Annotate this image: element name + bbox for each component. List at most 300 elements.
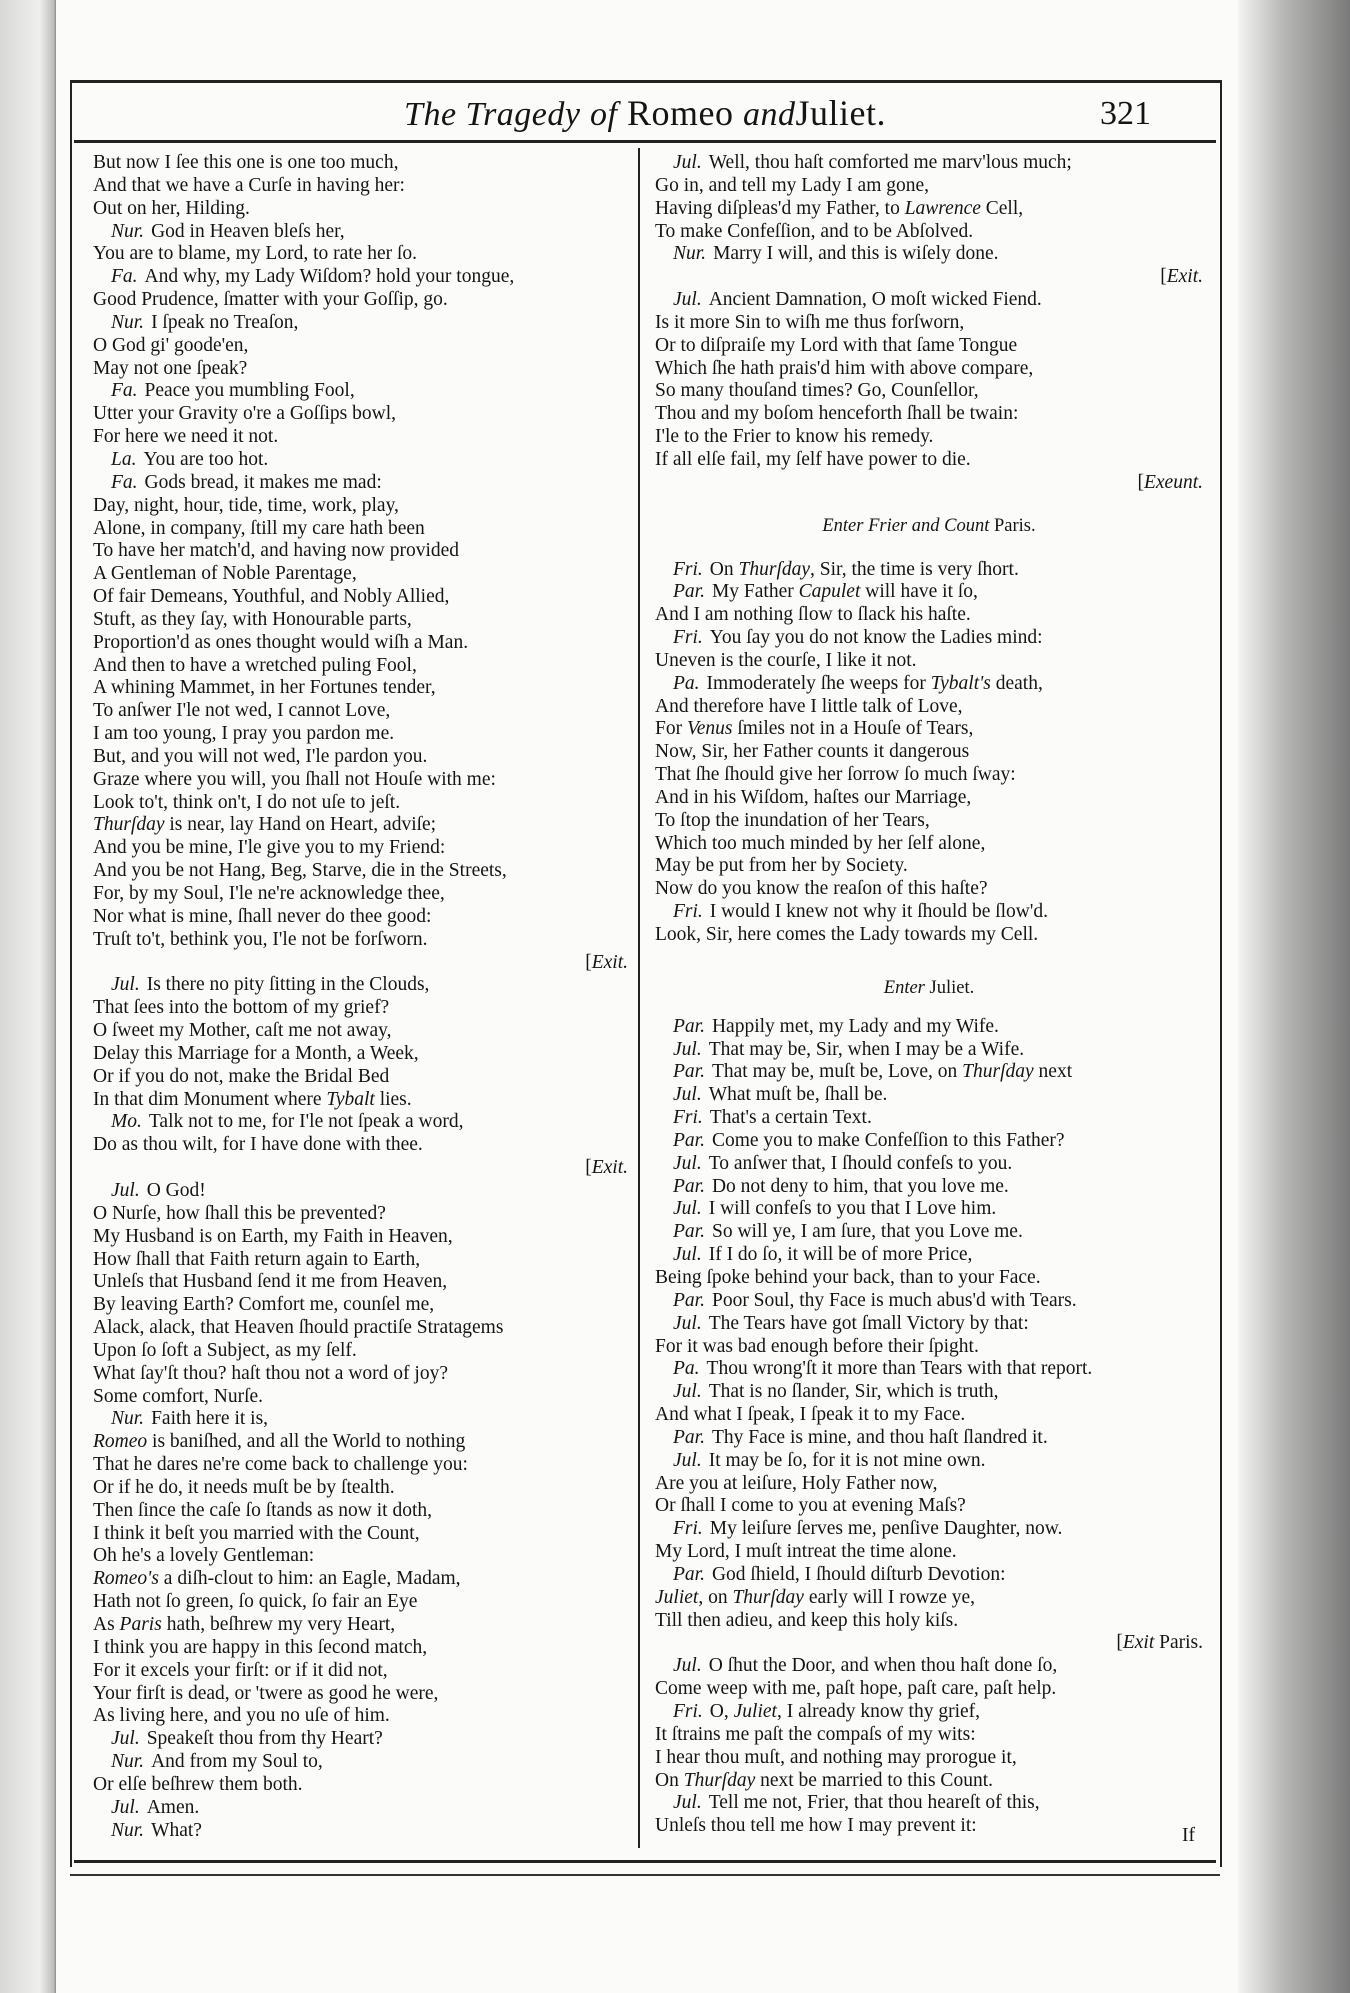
line-text: My Father bbox=[711, 581, 799, 603]
verse-line bbox=[93, 837, 628, 860]
verse-line bbox=[93, 1340, 628, 1363]
verse-line bbox=[655, 289, 1203, 312]
line-text: And then to have a wretched puling Fool, bbox=[93, 654, 417, 676]
line-text: You are to blame, my Lord, to rate her ſo. bbox=[93, 243, 418, 265]
line-text: For, by my Soul, I'le ne're acknowledge thee, bbox=[93, 883, 445, 904]
line-text: Now do you know the reaſon of this haſte? bbox=[655, 878, 988, 900]
line-text: Come you to make Confeſſion to this Father? bbox=[711, 1129, 1065, 1151]
line-text: Talk not to me, for I'le not ſpeak a word, bbox=[148, 1111, 464, 1133]
line-text: That ſees into the bottom of my grief? bbox=[93, 997, 390, 1019]
verse-line bbox=[93, 1180, 628, 1203]
verse-line bbox=[93, 1089, 628, 1112]
line-text: Or elſe beſhrew them both. bbox=[93, 1773, 303, 1795]
italic-text: Thurſday bbox=[738, 558, 811, 580]
verse-line bbox=[655, 1701, 1203, 1724]
verse-line bbox=[655, 1815, 1203, 1838]
line-text: Nor what is mine, ſhall never do thee good: bbox=[93, 905, 432, 927]
line-text: ſmiles not in a Houſe of Tears, bbox=[732, 718, 974, 740]
line-text: Thy Face is mine, and thou haſt ſlandred it. bbox=[711, 1426, 1048, 1448]
verse-line bbox=[93, 609, 628, 632]
line-text: So many thouſand times? Go, Counſellor, bbox=[655, 380, 979, 402]
verse-line bbox=[93, 1408, 628, 1431]
line-text: For bbox=[655, 718, 687, 740]
speaker-prefix: Par. bbox=[673, 1015, 705, 1037]
line-text: On bbox=[655, 1769, 684, 1791]
verse-line bbox=[93, 426, 628, 449]
line-text: Is there no pity ſitting in the Clouds, bbox=[146, 974, 430, 996]
speaker-prefix: Fri. bbox=[673, 627, 703, 649]
verse-line bbox=[93, 1591, 628, 1614]
line-text: That ſhe ſhould give her ſorrow ſo much ſway: bbox=[655, 764, 1016, 786]
line-text: lies. bbox=[374, 1088, 412, 1110]
line-text: For here we need it not. bbox=[93, 426, 279, 448]
line-text: My leiſure ſerves me, penſive Daughter, now. bbox=[709, 1518, 1063, 1540]
line-text: As living here, and you no uſe of him. bbox=[93, 1705, 390, 1727]
verse-line bbox=[93, 1545, 628, 1568]
line-text: Then ſince the caſe ſo ſtands as now it doth, bbox=[93, 1499, 432, 1521]
line-text: Faith here it is, bbox=[151, 1408, 269, 1430]
verse-line bbox=[655, 1473, 1203, 1496]
line-text: Paris. bbox=[989, 515, 1036, 536]
line-text: On bbox=[709, 558, 739, 580]
line-text: God ſhield, I ſhould diſturb Devotion: bbox=[711, 1563, 1006, 1585]
verse-line bbox=[93, 1203, 628, 1226]
verse-line bbox=[655, 175, 1203, 198]
line-text: And why, my Lady Wiſdom? hold your tongue, bbox=[144, 266, 515, 288]
verse-line bbox=[655, 198, 1203, 221]
verse-line bbox=[655, 787, 1203, 810]
italic-text: Enter Frier and Count bbox=[822, 515, 990, 536]
line-text: Is it more Sin to wiſh me thus forſworn, bbox=[655, 311, 965, 333]
line-text: , Sir, the time is very ſhort. bbox=[810, 558, 1019, 580]
line-text: Utter your Gravity o're a Goſſips bowl, bbox=[93, 403, 396, 425]
speaker-prefix: Jul. bbox=[111, 1728, 140, 1750]
line-text: Till then adieu, and keep this holy kiſs. bbox=[655, 1609, 959, 1631]
line-text: Stuft, as they ſay, with Honourable parts, bbox=[93, 608, 412, 630]
line-text: The Tears have got ſmall Victory by that: bbox=[708, 1312, 1029, 1334]
verse-line bbox=[655, 810, 1203, 833]
line-text: is near, lay Hand on Heart, adviſe; bbox=[164, 814, 437, 836]
verse-line bbox=[655, 581, 1203, 604]
speaker-prefix: Fri. bbox=[673, 1701, 703, 1722]
line-text: Well, thou haſt comforted me marv'lous much; bbox=[708, 152, 1072, 173]
line-text: How ſhall that Faith return again to Earth, bbox=[93, 1248, 421, 1270]
verse-line bbox=[93, 358, 628, 381]
line-text: It may be ſo, for it is not mine own. bbox=[708, 1449, 986, 1471]
speaker-prefix: Nur. bbox=[111, 1751, 145, 1773]
verse-line bbox=[93, 380, 628, 403]
line-text: Or if you do not, make the Bridal Bed bbox=[93, 1065, 390, 1087]
verse-line bbox=[655, 243, 1203, 266]
line-text: My Husband is on Earth, my Faith in Heaven, bbox=[93, 1225, 453, 1247]
running-title bbox=[0, 92, 1290, 134]
italic-text: Romeo bbox=[93, 1431, 148, 1453]
line-text: Now, Sir, her Father counts it dangerous bbox=[655, 741, 970, 763]
line-text: You are too hot. bbox=[143, 448, 269, 470]
stage-direction bbox=[655, 977, 1203, 1000]
italic-text: Juliet bbox=[733, 1701, 777, 1722]
line-text: Peace you mumbling Fool, bbox=[144, 380, 355, 402]
verse-line bbox=[93, 1134, 628, 1157]
line-text: May not one ſpeak? bbox=[93, 357, 248, 379]
speaker-prefix: Jul. bbox=[673, 1792, 702, 1814]
verse-line bbox=[655, 426, 1203, 449]
verse-line bbox=[93, 1660, 628, 1683]
italic-text: Thurſday bbox=[732, 1586, 804, 1608]
speaker-prefix: Jul. bbox=[673, 1244, 702, 1266]
line-text: To have her match'd, and having now provided bbox=[93, 540, 460, 562]
italic-text: Lawrence bbox=[904, 197, 981, 219]
verse-line bbox=[655, 1153, 1203, 1176]
verse-line bbox=[93, 1751, 628, 1774]
line-text: Being ſpoke behind your back, than to your Face. bbox=[655, 1266, 1041, 1288]
verse-line bbox=[93, 746, 628, 769]
line-text: But, and you will not wed, I'le pardon you. bbox=[93, 745, 428, 767]
verse-line bbox=[655, 1792, 1203, 1815]
verse-line bbox=[93, 518, 628, 541]
verse-line bbox=[93, 1271, 628, 1294]
verse-line bbox=[93, 1683, 628, 1706]
stage-exit bbox=[93, 1157, 628, 1180]
line-text: So will ye, I am ſure, that you Love me. bbox=[711, 1221, 1023, 1243]
line-text: For it excels your firſt: or if it did not, bbox=[93, 1659, 388, 1681]
line-text: To ſtop the inundation of her Tears, bbox=[655, 809, 930, 831]
verse-line bbox=[93, 1523, 628, 1546]
verse-line bbox=[655, 403, 1203, 426]
line-text: Graze where you will, you ſhall not Houſe with me: bbox=[93, 768, 496, 790]
verse-line bbox=[655, 380, 1203, 403]
line-text: And from my Soul to, bbox=[151, 1751, 323, 1773]
line-text: Or ſhall I come to you at evening Maſs? bbox=[655, 1495, 966, 1517]
line-text: Hath not ſo green, ſo quick, ſo fair an Eye bbox=[93, 1591, 418, 1613]
title-part: of bbox=[590, 96, 618, 133]
title-part: Juliet. bbox=[795, 93, 886, 133]
line-text: O ſhut the Door, and when thou haſt done ſo, bbox=[708, 1655, 1058, 1677]
column-divider bbox=[638, 148, 640, 1848]
line-text: O, bbox=[709, 1701, 734, 1722]
verse-line bbox=[655, 604, 1203, 627]
verse-line bbox=[655, 1244, 1203, 1267]
verse-line bbox=[655, 152, 1203, 175]
speaker-prefix: Par. bbox=[673, 1175, 705, 1197]
line-text: And I am nothing ſlow to ſlack his haſte. bbox=[655, 604, 971, 626]
line-text: And you be mine, I'le give you to my Friend: bbox=[93, 837, 446, 859]
line-text: Thou wrong'ſt it more than Tears with that report. bbox=[706, 1358, 1093, 1380]
speaker-prefix: Fa. bbox=[111, 266, 138, 288]
line-text: death, bbox=[990, 672, 1043, 694]
line-text: What? bbox=[151, 1819, 202, 1841]
line-text: Upon ſo ſoft a Subject, as my ſelf. bbox=[93, 1339, 357, 1361]
line-text: Or if he do, it needs muſt be by ſtealth. bbox=[93, 1476, 395, 1498]
verse-line bbox=[655, 358, 1203, 381]
verse-line bbox=[93, 1317, 628, 1340]
italic-text: Exit bbox=[1122, 1632, 1155, 1654]
verse-line bbox=[655, 1358, 1203, 1381]
line-text: will have it ſo, bbox=[860, 581, 978, 603]
verse-line bbox=[93, 929, 628, 952]
verse-line bbox=[93, 289, 628, 312]
verse-line bbox=[655, 449, 1203, 472]
verse-line bbox=[655, 1587, 1203, 1610]
verse-line bbox=[655, 1541, 1203, 1564]
verse-line bbox=[655, 335, 1203, 358]
right-column bbox=[655, 152, 1203, 1838]
line-text: Unleſs that Husband ſend it me from Heaven, bbox=[93, 1271, 448, 1293]
verse-line bbox=[655, 1450, 1203, 1473]
verse-line bbox=[93, 198, 628, 221]
line-text: For it was bad enough before their ſpight. bbox=[655, 1335, 979, 1357]
verse-line bbox=[655, 1290, 1203, 1313]
verse-line bbox=[93, 700, 628, 723]
line-text: , on bbox=[698, 1586, 733, 1608]
verse-line bbox=[93, 1363, 628, 1386]
line-text: Which too much minded by her ſelf alone, bbox=[655, 832, 986, 854]
speaker-prefix: Pa. bbox=[673, 1358, 700, 1380]
verse-line bbox=[655, 833, 1203, 856]
header-rule bbox=[74, 140, 1216, 143]
speaker-prefix: Jul. bbox=[673, 1152, 702, 1174]
speaker-prefix: Jul. bbox=[111, 1796, 140, 1818]
line-text: Some comfort, Nurſe. bbox=[93, 1385, 264, 1407]
line-text: O God gi' goode'en, bbox=[93, 334, 249, 356]
stage-exit bbox=[655, 1632, 1203, 1655]
verse-line bbox=[655, 696, 1203, 719]
line-text: I will confeſs to you that I Love him. bbox=[708, 1198, 997, 1220]
verse-line bbox=[655, 1495, 1203, 1518]
line-text: That he dares ne're come back to challenge you: bbox=[93, 1454, 468, 1476]
verse-line bbox=[93, 1226, 628, 1249]
verse-line bbox=[93, 312, 628, 335]
line-text: Come weep with me, paſt hope, paſt care, paſt help. bbox=[655, 1678, 1057, 1700]
line-text: To anſwer that, I ſhould confeſs to you. bbox=[708, 1152, 1013, 1174]
verse-line bbox=[655, 1564, 1203, 1587]
line-text: And you be not Hang, Beg, Starve, die in the Streets, bbox=[93, 860, 507, 882]
speaker-prefix: Par. bbox=[673, 581, 705, 603]
line-text: Out on her, Hilding. bbox=[93, 197, 250, 219]
verse-line bbox=[93, 792, 628, 815]
line-text: Delay this Marriage for a Month, a Week, bbox=[93, 1042, 419, 1064]
verse-line bbox=[93, 175, 628, 198]
line-text: Juliet. bbox=[924, 977, 975, 998]
italic-text: Romeo's bbox=[93, 1568, 159, 1590]
line-text: Alack, alack, that Heaven ſhould practiſe Stratagems bbox=[93, 1317, 504, 1339]
bottom-rule-outer bbox=[70, 1874, 1220, 1876]
verse-line bbox=[93, 769, 628, 792]
line-text: That may be, muſt be, Love, on bbox=[711, 1061, 963, 1083]
line-text: Marry I will, and this is wiſely done. bbox=[713, 243, 999, 265]
verse-line bbox=[655, 1610, 1203, 1633]
line-text: [ bbox=[585, 951, 592, 973]
italic-text: Tybalt bbox=[326, 1088, 375, 1110]
verse-line bbox=[93, 860, 628, 883]
line-text: Immoderately ſhe weeps for bbox=[706, 672, 931, 694]
line-text: Truſt to't, bethink you, I'le not be forſworn. bbox=[93, 928, 428, 950]
verse-line bbox=[93, 1820, 628, 1843]
line-text: Go in, and tell my Lady I am gone, bbox=[655, 174, 930, 196]
speaker-prefix: Nur. bbox=[111, 311, 145, 333]
verse-line bbox=[93, 1477, 628, 1500]
line-text: Poor Soul, thy Face is much abus'd with Tears. bbox=[711, 1289, 1077, 1311]
line-text: Ancient Damnation, O moſt wicked Fiend. bbox=[708, 289, 1042, 311]
verse-line bbox=[655, 855, 1203, 878]
line-text: That may be, Sir, when I may be a Wife. bbox=[708, 1038, 1025, 1060]
line-text: A Gentleman of Noble Parentage, bbox=[93, 563, 357, 585]
verse-line bbox=[655, 673, 1203, 696]
line-text: Do as thou wilt, for I have done with thee. bbox=[93, 1134, 423, 1156]
stage-exit bbox=[655, 266, 1203, 289]
verse-line bbox=[93, 221, 628, 244]
speaker-prefix: Jul. bbox=[673, 1655, 702, 1677]
verse-line bbox=[93, 563, 628, 586]
verse-line bbox=[93, 152, 628, 175]
line-text: , I already know thy grief, bbox=[776, 1701, 981, 1722]
speaker-prefix: Jul. bbox=[673, 1381, 702, 1403]
speaker-prefix: Nur. bbox=[111, 220, 145, 242]
verse-line bbox=[93, 1386, 628, 1409]
line-text: next be married to this Count. bbox=[755, 1769, 993, 1791]
page-edge-shadow bbox=[1238, 0, 1350, 1993]
verse-line bbox=[655, 1427, 1203, 1450]
line-text: Happily met, my Lady and my Wife. bbox=[711, 1015, 999, 1037]
line-text: Of fair Demeans, Youthful, and Nobly Allied, bbox=[93, 586, 450, 608]
italic-text: Capulet bbox=[798, 581, 861, 603]
speaker-prefix: Nur. bbox=[673, 243, 707, 265]
speaker-prefix: Nur. bbox=[111, 1408, 145, 1430]
verse-line bbox=[655, 559, 1203, 582]
speaker-prefix: La. bbox=[111, 448, 137, 470]
verse-line bbox=[655, 1336, 1203, 1359]
italic-text: Thurſday bbox=[93, 814, 165, 836]
speaker-prefix: Par. bbox=[673, 1129, 705, 1151]
line-text: Alone, in company, ſtill my care hath been bbox=[93, 517, 425, 539]
line-text: If I do ſo, it will be of more Price, bbox=[708, 1244, 973, 1266]
italic-text: Exit. bbox=[591, 1157, 628, 1179]
line-text: God in Heaven bleſs her, bbox=[151, 220, 345, 242]
line-text: Unleſs thou tell me how I may prevent it: bbox=[655, 1815, 977, 1837]
line-text: I am too young, I pray you pardon me. bbox=[93, 723, 395, 745]
speaker-prefix: Fri. bbox=[673, 1107, 703, 1129]
line-text: [ bbox=[1160, 266, 1167, 288]
speaker-prefix: Par. bbox=[673, 1289, 705, 1311]
verse-line bbox=[655, 718, 1203, 741]
line-text: early will I rowze ye, bbox=[803, 1586, 976, 1608]
verse-line bbox=[655, 1313, 1203, 1336]
verse-line bbox=[93, 335, 628, 358]
speaker-prefix: Mo. bbox=[111, 1111, 142, 1133]
verse-line bbox=[655, 1770, 1203, 1793]
line-text: next bbox=[1033, 1061, 1073, 1083]
verse-line bbox=[93, 1249, 628, 1272]
line-text: You ſay you do not know the Ladies mind: bbox=[709, 627, 1043, 649]
previous-page-edge bbox=[0, 0, 56, 1993]
verse-line bbox=[93, 472, 628, 495]
line-text: I would I knew not why it ſhould be ſlow'd. bbox=[709, 901, 1049, 923]
verse-line bbox=[93, 1500, 628, 1523]
line-text: Having diſpleas'd my Father, to bbox=[655, 197, 905, 219]
speaker-prefix: Par. bbox=[673, 1061, 705, 1083]
line-text: By leaving Earth? Comfort me, counſel me, bbox=[93, 1294, 435, 1316]
stage-exit bbox=[93, 952, 628, 975]
line-text: O Nurſe, how ſhall this be prevented? bbox=[93, 1202, 386, 1224]
verse-line bbox=[655, 1039, 1203, 1062]
verse-line bbox=[655, 1404, 1203, 1427]
verse-line bbox=[655, 924, 1203, 947]
line-text: Or to diſpraiſe my Lord with that ſame Tongue bbox=[655, 334, 1018, 356]
verse-line bbox=[93, 243, 628, 266]
speaker-prefix: Jul. bbox=[673, 1084, 702, 1106]
line-text: Paris. bbox=[1154, 1632, 1203, 1654]
line-text: As bbox=[93, 1614, 120, 1635]
title-part: The Tragedy bbox=[404, 96, 581, 133]
verse-line bbox=[93, 655, 628, 678]
line-text: Good Prudence, ſmatter with your Goſſip, go. bbox=[93, 289, 448, 311]
line-text: Proportion'd as ones thought would wiſh a Man. bbox=[93, 631, 469, 653]
verse-line bbox=[93, 586, 628, 609]
verse-line bbox=[93, 974, 628, 997]
verse-line bbox=[93, 1797, 628, 1820]
verse-line bbox=[655, 650, 1203, 673]
line-text: And in his Wiſdom, haſtes our Marriage, bbox=[655, 786, 972, 808]
verse-line bbox=[655, 1198, 1203, 1221]
verse-line bbox=[93, 1066, 628, 1089]
line-text: I think it beſt you married with the Count, bbox=[93, 1522, 420, 1544]
line-text: What ſay'ſt thou? haſt thou not a word of joy? bbox=[93, 1362, 448, 1384]
verse-line bbox=[655, 1267, 1203, 1290]
verse-line bbox=[93, 1705, 628, 1728]
speaker-prefix: Par. bbox=[673, 1426, 705, 1448]
verse-line bbox=[93, 814, 628, 837]
verse-line bbox=[655, 221, 1203, 244]
line-text: Gods bread, it makes me mad: bbox=[144, 471, 382, 493]
line-text: It ſtrains me paſt the compaſs of my wits: bbox=[655, 1723, 976, 1745]
italic-text: Enter bbox=[883, 977, 925, 998]
speaker-prefix: Jul. bbox=[111, 1179, 140, 1201]
verse-line bbox=[93, 883, 628, 906]
speaker-prefix: Jul. bbox=[673, 152, 702, 173]
verse-line bbox=[655, 1655, 1203, 1678]
verse-line bbox=[655, 1107, 1203, 1130]
line-text: O ſweet my Mother, caſt me not away, bbox=[93, 1020, 392, 1042]
line-text: And what I ſpeak, I ſpeak it to my Face. bbox=[655, 1404, 966, 1426]
italic-text: Exeunt. bbox=[1143, 471, 1203, 493]
line-text: A whining Mammet, in her Fortunes tender, bbox=[93, 677, 436, 699]
verse-line bbox=[93, 1728, 628, 1751]
stage-direction bbox=[655, 515, 1203, 538]
line-text: Do not deny to him, that you love me. bbox=[711, 1175, 1009, 1197]
speaker-prefix: Jul. bbox=[673, 1312, 702, 1334]
line-text: And therefore have I little talk of Love, bbox=[655, 695, 963, 717]
verse-line bbox=[93, 1431, 628, 1454]
line-text: Thou and my boſom henceforth ſhall be twain: bbox=[655, 403, 1019, 425]
line-text: That's a certain Text. bbox=[709, 1107, 872, 1129]
stage-exit bbox=[655, 472, 1203, 495]
verse-line bbox=[655, 1176, 1203, 1199]
verse-line bbox=[93, 1020, 628, 1043]
speaker-prefix: Nur. bbox=[111, 1819, 145, 1841]
line-text: And that we have a Curſe in having her: bbox=[93, 174, 405, 196]
line-text: Which ſhe hath prais'd him with above compare, bbox=[655, 357, 1034, 379]
speaker-prefix: Fa. bbox=[111, 380, 138, 402]
verse-line bbox=[655, 1016, 1203, 1039]
line-text: In that dim Monument where bbox=[93, 1088, 327, 1110]
line-text: To make Confeſſion, and to be Abſolved. bbox=[655, 220, 974, 242]
italic-text: Juliet bbox=[655, 1586, 699, 1608]
verse-line bbox=[93, 495, 628, 518]
verse-line bbox=[655, 1724, 1203, 1747]
verse-line bbox=[93, 723, 628, 746]
line-text: hath, beſhrew my very Heart, bbox=[161, 1614, 396, 1635]
verse-line bbox=[93, 1454, 628, 1477]
